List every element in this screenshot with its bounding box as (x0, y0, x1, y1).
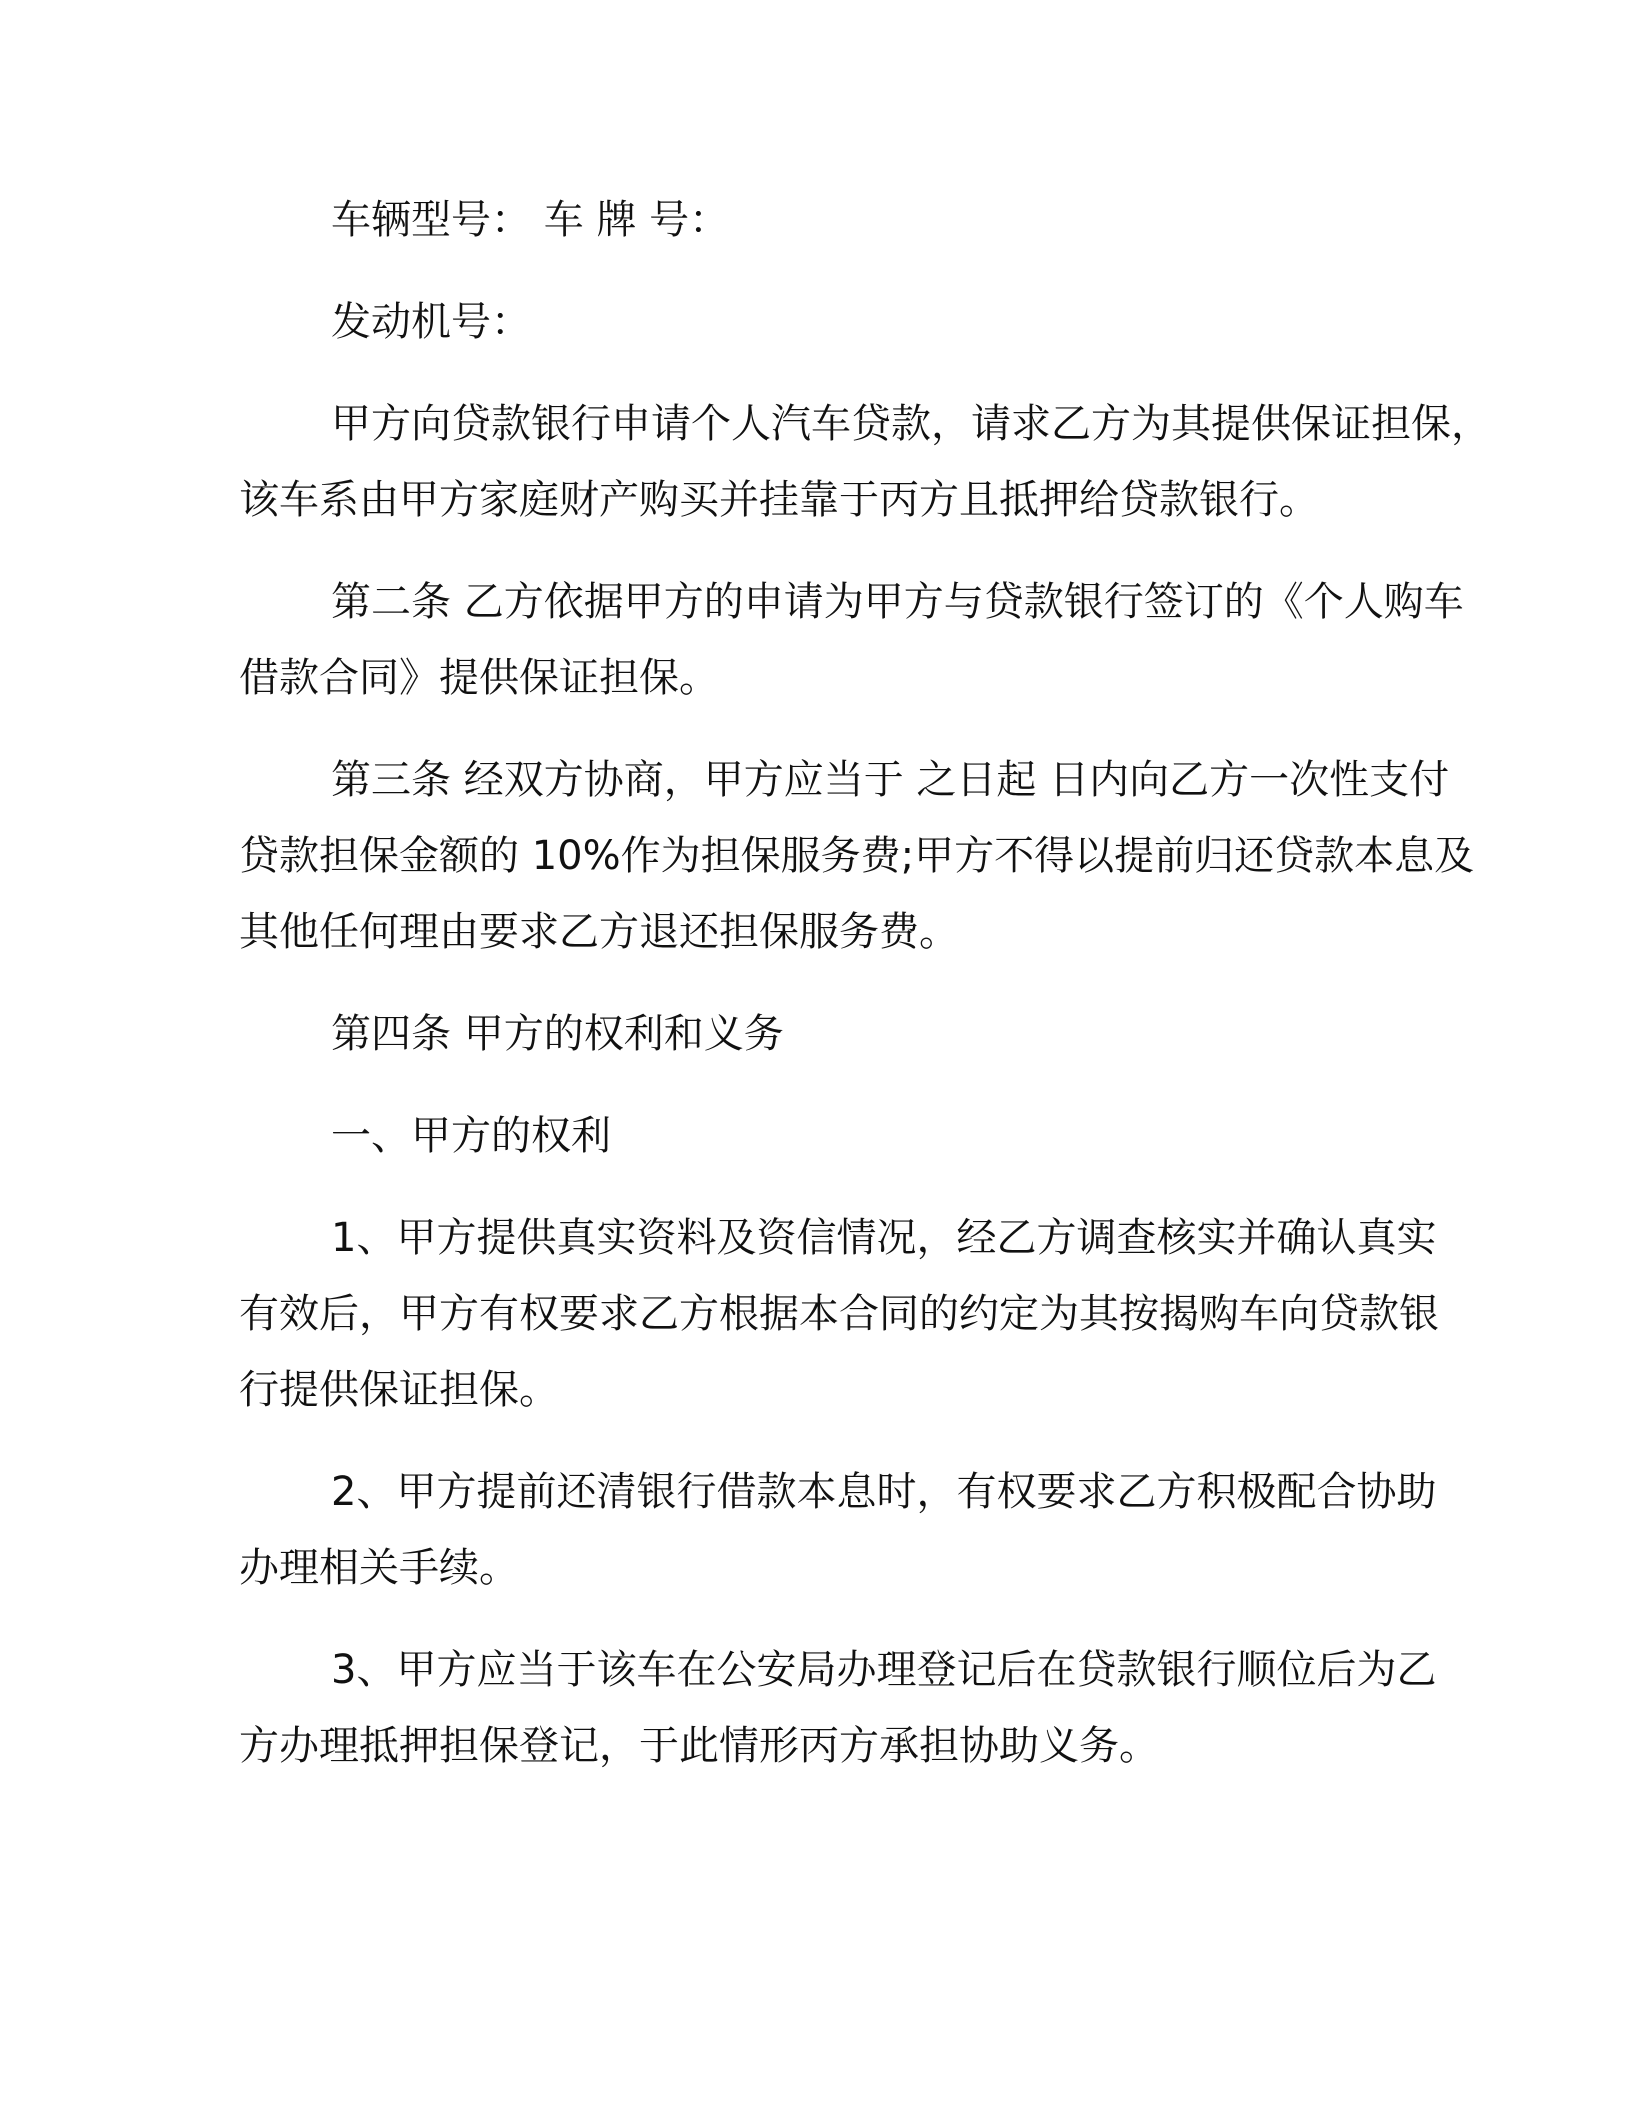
article-4-heading: 第四条 甲方的权利和义务 (331, 1011, 784, 1057)
item-1-line-1: 1、甲方提供真实资料及资信情况，经乙方调查核实并确认真实 (331, 1215, 1437, 1261)
item-3-line-1: 3、甲方应当于该车在公安局办理登记后在贷款银行顺位后为乙 (331, 1647, 1437, 1693)
loan-request-line-1: 甲方向贷款银行申请个人汽车贷款，请求乙方为其提供保证担保， (331, 401, 1491, 447)
item-1-line-3: 行提供保证担保。 (239, 1367, 559, 1413)
article-2-line-2: 借款合同》提供保证担保。 (239, 655, 719, 701)
item-2-line-2: 办理相关手续。 (239, 1545, 519, 1591)
article-2-line-1: 第二条 乙方依据甲方的申请为甲方与贷款银行签订的《个人购车 (331, 579, 1464, 625)
engine-number-line-1: 发动机号： (331, 299, 531, 345)
loan-request-line-2: 该车系由甲方家庭财产购买并挂靠于丙方且抵押给贷款银行。 (239, 477, 1319, 523)
item-3-line-2: 方办理抵押担保登记，于此情形丙方承担协助义务。 (239, 1723, 1159, 1769)
item-2-line-1: 2、甲方提前还清银行借款本息时，有权要求乙方积极配合协助 (331, 1469, 1437, 1515)
item-1-line-2: 有效后，甲方有权要求乙方根据本合同的约定为其按揭购车向贷款银 (239, 1291, 1439, 1337)
article-3-line-1: 第三条 经双方协商，甲方应当于 之日起 日内向乙方一次性支付 (331, 757, 1450, 803)
article-3-line-2: 贷款担保金额的 10%作为担保服务费;甲方不得以提前归还贷款本息及 (239, 833, 1475, 879)
section-1-heading: 一、甲方的权利 (331, 1113, 611, 1159)
vehicle-model-plate-line-1: 车辆型号： 车 牌 号： (331, 197, 730, 243)
article-3-line-3: 其他任何理由要求乙方退还担保服务费。 (239, 909, 959, 955)
